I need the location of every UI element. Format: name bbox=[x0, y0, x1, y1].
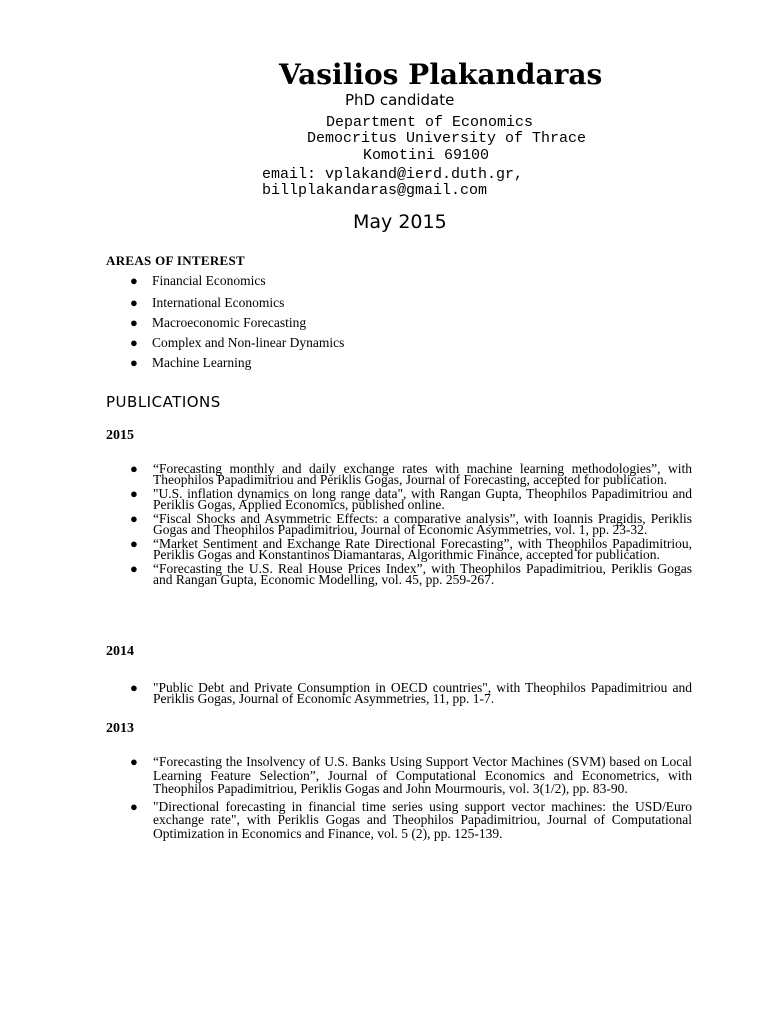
bullet-icon: ● bbox=[130, 273, 138, 288]
document-date: May 2015 bbox=[353, 211, 447, 233]
publication-item: ● "Public Debt and Private Consumption in OECD countries", with Theophilos Papadimitriou and Periklis Gogas, Journal of Economic Asymmetries, 11, pp. 1-7. bbox=[130, 680, 692, 706]
list-item: ● International Economics bbox=[130, 295, 285, 310]
city: Komotini 69100 bbox=[363, 147, 490, 164]
bullet-icon: ● bbox=[130, 798, 138, 814]
publication-item: ● "Directional forecasting in financial time series using support vector machines: the USD/Euro exchange rate", with Periklis Gogas and Theophilos Papadimitriou, Journal of Computational Optimization in Economics and Finance, vol. 5 (2), pp. 125-139. bbox=[130, 798, 692, 841]
interests-list bbox=[130, 272, 344, 374]
bullet-icon: ● bbox=[130, 486, 138, 501]
list-item: ● Machine Learning bbox=[130, 355, 252, 370]
list-item: ● Complex and Non-linear Dynamics bbox=[130, 335, 345, 350]
publications-2015-list bbox=[130, 463, 692, 588]
interests-heading: AREAS OF INTEREST bbox=[106, 253, 245, 268]
publication-item: ● “Fiscal Shocks and Asymmetric Effects: a comparative analysis”, with Ioannis Pragidis, Periklis Gogas and Theophilos Papadimitriou, Journal of Economic Asymmetries, vol. 1, pp. 23-32. bbox=[130, 511, 692, 537]
bullet-icon: ● bbox=[130, 335, 138, 350]
bullet-icon: ● bbox=[130, 561, 138, 576]
year-2015-heading: 2015 bbox=[106, 428, 134, 443]
publication-item: ● “Forecasting the Insolvency of U.S. Banks Using Support Vector Machines (SVM) based on Local Learning Feature Selection”, Journal of Computational Economics and Econometrics, with Theophilos Papadimitriou, Periklis Gogas and John Mourmouris, vol. 3(1/2), pp. 83-90. bbox=[130, 754, 692, 796]
year-2013-heading: 2013 bbox=[106, 721, 134, 736]
publication-item: ● "U.S. inflation dynamics on long range data", with Rangan Gupta, Theophilos Papadimitriou and Periklis Gogas, Applied Economics, published online. bbox=[130, 486, 692, 512]
bullet-icon: ● bbox=[130, 536, 138, 551]
list-item: ● Macroeconomic Forecasting bbox=[130, 315, 307, 330]
bullet-icon: ● bbox=[130, 461, 138, 476]
publication-item: ● “Forecasting monthly and daily exchange rates with machine learning methodologies”, with Theophilos Papadimitriou and Periklis Gogas, Journal of Forecasting, accepted for publication. bbox=[130, 461, 692, 487]
bullet-icon: ● bbox=[130, 315, 138, 330]
university: Democritus University of Thrace bbox=[307, 130, 587, 147]
bullet-icon: ● bbox=[130, 355, 138, 370]
publication-item: ● “Market Sentiment and Exchange Rate Directional Forecasting”, with Theophilos Papadimitriou, Periklis Gogas and Konstantinos Diamantaras, Algorithmic Finance, accepted for publication. bbox=[130, 536, 692, 562]
bullet-icon: ● bbox=[130, 295, 138, 310]
publications-2014-list bbox=[130, 682, 692, 707]
publication-item: ● “Forecasting the U.S. Real House Prices Index”, with Theophilos Papadimitriou, Periklis Gogas and Rangan Gupta, Economic Modelling, vol. 45, pp. 259-267. bbox=[130, 561, 692, 587]
email-line-1: email: vplakand@ierd.duth.gr, bbox=[262, 166, 524, 183]
publications-heading: PUBLICATIONS bbox=[106, 393, 221, 411]
bullet-icon: ● bbox=[130, 511, 138, 526]
bullet-icon: ● bbox=[130, 754, 138, 769]
bullet-icon: ● bbox=[130, 680, 138, 695]
list-item: ● Financial Economics bbox=[130, 273, 266, 288]
department: Department of Economics bbox=[326, 114, 534, 131]
person-name: Vasilios Plakandaras bbox=[279, 58, 603, 91]
publications-2013-list bbox=[130, 755, 692, 844]
year-2014-heading: 2014 bbox=[106, 644, 134, 659]
person-title: PhD candidate bbox=[345, 91, 455, 109]
email-line-2: billplakandaras@gmail.com bbox=[262, 182, 488, 199]
